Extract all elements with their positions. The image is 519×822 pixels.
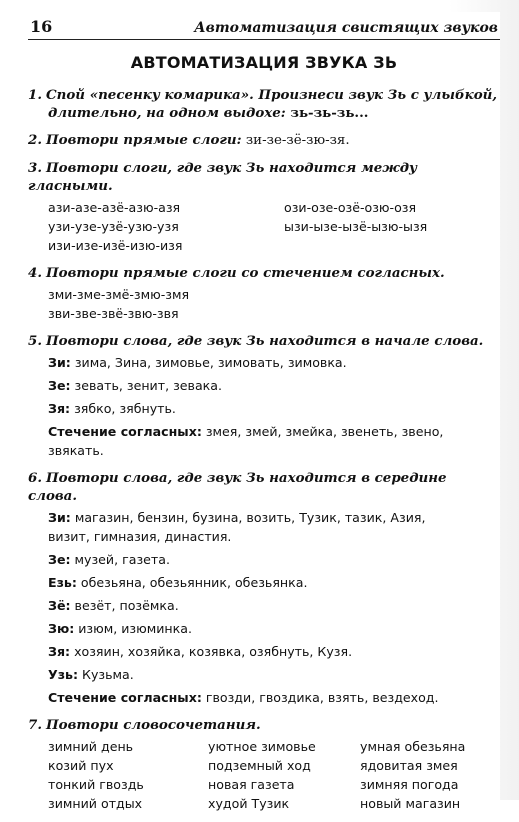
task-heading-text: Повтори прямые слоги со стечением согласных.	[45, 265, 445, 281]
entry-text: обезьяна, обезьянник, обезьянка.	[76, 575, 308, 590]
task-4	[28, 264, 500, 323]
word-entry	[28, 665, 500, 684]
syllable-row: узи-узе-узё-узю-узя	[48, 219, 179, 234]
entry-text: зима, Зина, зимовье, зимовать, зимовка.	[70, 355, 347, 370]
task-6	[28, 469, 500, 707]
phrase: козий пух	[48, 758, 114, 773]
task-number: 5.	[28, 333, 42, 349]
task-heading-text: Повтори слова, где звук Зь находится в середине слова.	[28, 470, 447, 504]
task-heading	[28, 264, 500, 282]
word-entry	[28, 642, 500, 661]
task-heading-tail: зь-зь-зь...	[285, 105, 369, 121]
entry-label: Зи:	[48, 355, 71, 370]
task-heading-text: Спой «песенку комарика». Произнеси звук Зь с улыбкой,	[45, 87, 498, 103]
task-heading-text: Повтори словосочетания.	[45, 717, 261, 733]
task-heading	[28, 716, 500, 734]
word-entry	[28, 550, 500, 569]
task-heading	[28, 86, 500, 104]
entry-text: хозяин, хозяйка, козявка, озябнуть, Кузя.	[70, 644, 353, 659]
syllable-row: ызи-ызе-ызё-ызю-ызя	[284, 219, 428, 234]
section-title: АВТОМАТИЗАЦИЯ ЗВУКА ЗЬ	[130, 53, 398, 72]
entry-label: Стечение согласных:	[48, 424, 202, 439]
page-number: 16	[30, 17, 53, 36]
word-entry	[28, 573, 500, 592]
task-number: 4.	[28, 265, 42, 281]
entry-label: Зи:	[48, 510, 71, 525]
entry-label: Зя:	[48, 644, 71, 659]
task-number: 2.	[28, 132, 42, 148]
syllable-line: зми-зме-змё-змю-змя	[48, 287, 190, 302]
phrase: уютное зимовье	[208, 739, 316, 754]
book-page	[28, 12, 500, 822]
word-entry	[28, 596, 500, 615]
task-number: 7.	[28, 717, 42, 733]
phrase: новая газета	[208, 777, 295, 792]
entry-text: змея, змей, змейка, звенеть, звено,	[201, 424, 444, 439]
phrase: зимний отдых	[48, 796, 143, 811]
word-entry	[28, 619, 500, 638]
entry-text: магазин, бензин, бузина, возить, Тузик, тазик, Азия,	[70, 510, 426, 525]
task-3	[28, 159, 500, 255]
entry-text: везёт, позёмка.	[70, 598, 179, 613]
phrase: умная обезьяна	[360, 739, 466, 754]
phrase: новый магазин	[360, 796, 461, 811]
word-entry	[28, 508, 500, 546]
word-entry	[28, 353, 500, 372]
entry-label: Зе:	[48, 552, 71, 567]
word-entry	[28, 422, 500, 460]
task-heading	[28, 332, 500, 350]
task-number: 1.	[28, 87, 42, 103]
task-heading-text: Повтори прямые слоги:	[45, 132, 242, 148]
entry-text: музей, газета.	[70, 552, 170, 567]
task-heading-continued	[28, 104, 500, 122]
task-7	[28, 716, 500, 813]
phrase: зимний день	[48, 739, 134, 754]
task-2	[28, 131, 500, 150]
task-heading	[28, 159, 500, 195]
task-number: 6.	[28, 470, 42, 486]
task-heading-text: Повтори слова, где звук Зь находится в начале слова.	[45, 333, 484, 349]
word-entry	[28, 399, 500, 418]
entry-label: Зю:	[48, 621, 75, 636]
entry-text: зябко, зябнуть.	[70, 401, 176, 416]
entry-text: гвозди, гвоздика, взять, вездеход.	[201, 690, 439, 705]
entry-label: Зе:	[48, 378, 71, 393]
syllable-grid	[28, 198, 500, 255]
entry-text: зевать, зенит, зевака.	[70, 378, 223, 393]
task-heading-tail: зи-зе-зё-зю-зя.	[241, 133, 350, 148]
syllable-line: зви-зве-звё-звю-звя	[48, 306, 179, 321]
entry-label: Стечение согласных:	[48, 690, 202, 705]
word-entry	[28, 376, 500, 395]
word-entry	[28, 688, 500, 707]
running-head: Автоматизация свистящих звуков	[194, 20, 498, 36]
entry-continuation: визит, гимназия, династия.	[48, 529, 232, 544]
entry-text: изюм, изюминка.	[74, 621, 192, 636]
phrase: подземный ход	[208, 758, 311, 773]
phrase: худой Тузик	[208, 796, 290, 811]
entry-label: Узь:	[48, 667, 79, 682]
entry-continuation: звякать.	[48, 443, 104, 458]
task-heading-text: Повтори слоги, где звук Зь находится между гласными.	[28, 160, 418, 194]
entry-label: Зё:	[48, 598, 71, 613]
task-heading	[28, 469, 500, 505]
entry-text: Кузьма.	[78, 667, 134, 682]
phrase: зимняя погода	[360, 777, 459, 792]
entry-label: Езь:	[48, 575, 77, 590]
task-heading	[28, 131, 500, 150]
syllable-row: изи-изе-изё-изю-изя	[48, 238, 183, 253]
entry-label: Зя:	[48, 401, 71, 416]
task-heading-text: длительно, на одном выдохе:	[48, 105, 286, 121]
page-header	[28, 12, 500, 40]
phrase: тонкий гвоздь	[48, 777, 144, 792]
syllable-row	[284, 236, 519, 255]
task-number: 3.	[28, 160, 42, 176]
phrase: ядовитая змея	[360, 758, 458, 773]
syllable-row: ази-азе-азё-азю-азя	[48, 200, 181, 215]
phrase-grid	[28, 737, 500, 813]
syllable-row: ози-озе-озё-озю-озя	[284, 200, 417, 215]
task-1	[28, 86, 500, 122]
task-5	[28, 332, 500, 460]
